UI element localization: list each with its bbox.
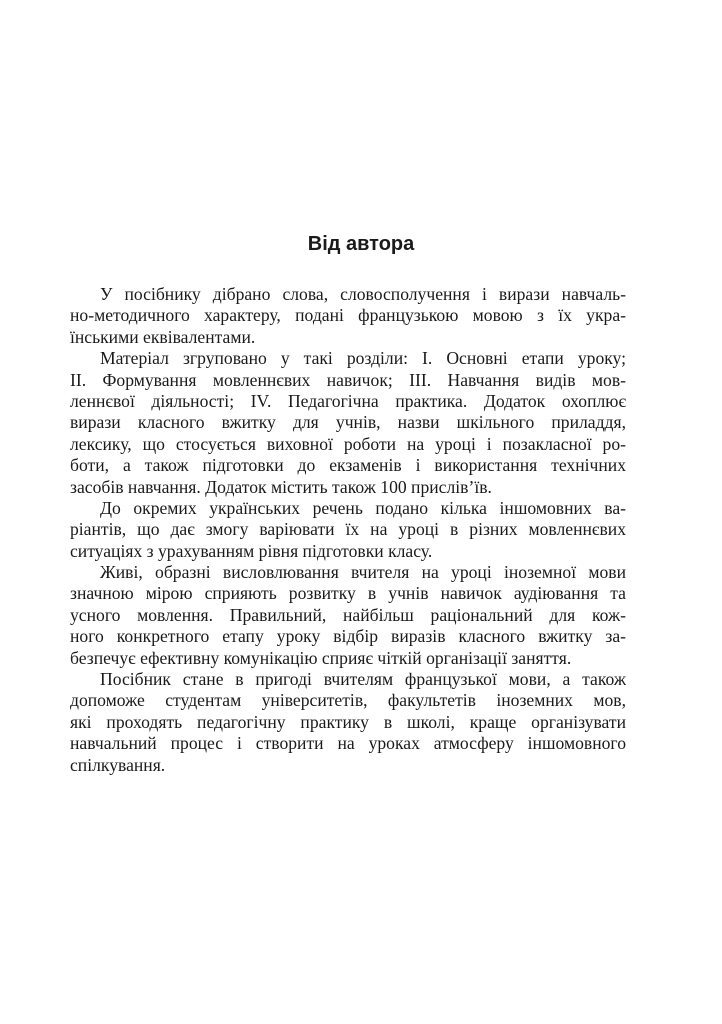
text-line: лексику, що стосується виховної роботи на уроці і позакласної ро- (70, 433, 626, 454)
text-line: які проходять педагогічну практику в школі, краще організувати (70, 711, 626, 732)
text-line: Матеріал згруповано у такі розділи: I. Основні етапи уроку; (100, 348, 626, 369)
text-line: ситуаціях з урахуванням рівня підготовки класу. (70, 540, 433, 561)
text-line: У посібнику дібрано слова, словосполучення і вирази навчаль- (100, 284, 626, 304)
text-line: безпечує ефективну комунікацію сприяє чіткій організації заняття. (70, 647, 572, 668)
text-line: Посібник стане в пригоді вчителям французької мови, а також (100, 669, 626, 690)
text-line: навчальний процес і створити на уроках атмосферу іншомовного (70, 733, 626, 754)
paragraph (70, 498, 626, 562)
text-line: допоможе студентам університетів, факультетів іноземних мов, (70, 690, 626, 711)
text-line: Живі, образні висловлювання вчителя на уроці іноземної мови (100, 562, 626, 583)
text-line: боти, а також підготовки до екзаменів і використання технічних (70, 455, 626, 476)
text-line: значною мірою сприяють розвитку в учнів навичок аудіювання та (70, 583, 626, 604)
text-line: усного мовлення. Правильний, найбільш раціональний для кож- (70, 604, 626, 625)
text-line: вирази класного вжитку для учнів, назви шкільного приладдя, (70, 412, 626, 433)
text-line: До окремих українських речень подано кілька іншомовних ва- (100, 497, 626, 518)
paragraph (70, 348, 626, 498)
text-line: їнськими еквівалентами. (70, 326, 256, 347)
page-title: Від автора (307, 233, 415, 255)
paragraph (70, 284, 626, 348)
text-line: леннєвої діяльності; IV. Педагогічна практика. Додаток охоплює (70, 390, 626, 411)
text-line: но-методичного характеру, подані французькою мовою з їх укра- (70, 305, 626, 326)
text-line: ного конкретного етапу уроку відбір виразів класного вжитку за- (70, 626, 626, 647)
text-line: ріантів, що дає змогу варіювати їх на уроці в різних мовленнєвих (70, 519, 626, 540)
paragraph (70, 669, 626, 776)
text-line: спілкування. (70, 754, 166, 775)
text-line: засобів навчання. Додаток містить також 100 прислів’їв. (70, 476, 492, 497)
body-text (70, 284, 626, 776)
paragraph (70, 562, 626, 669)
text-line: II. Формування мовленнєвих навичок; III. Навчання видів мов- (70, 369, 626, 390)
